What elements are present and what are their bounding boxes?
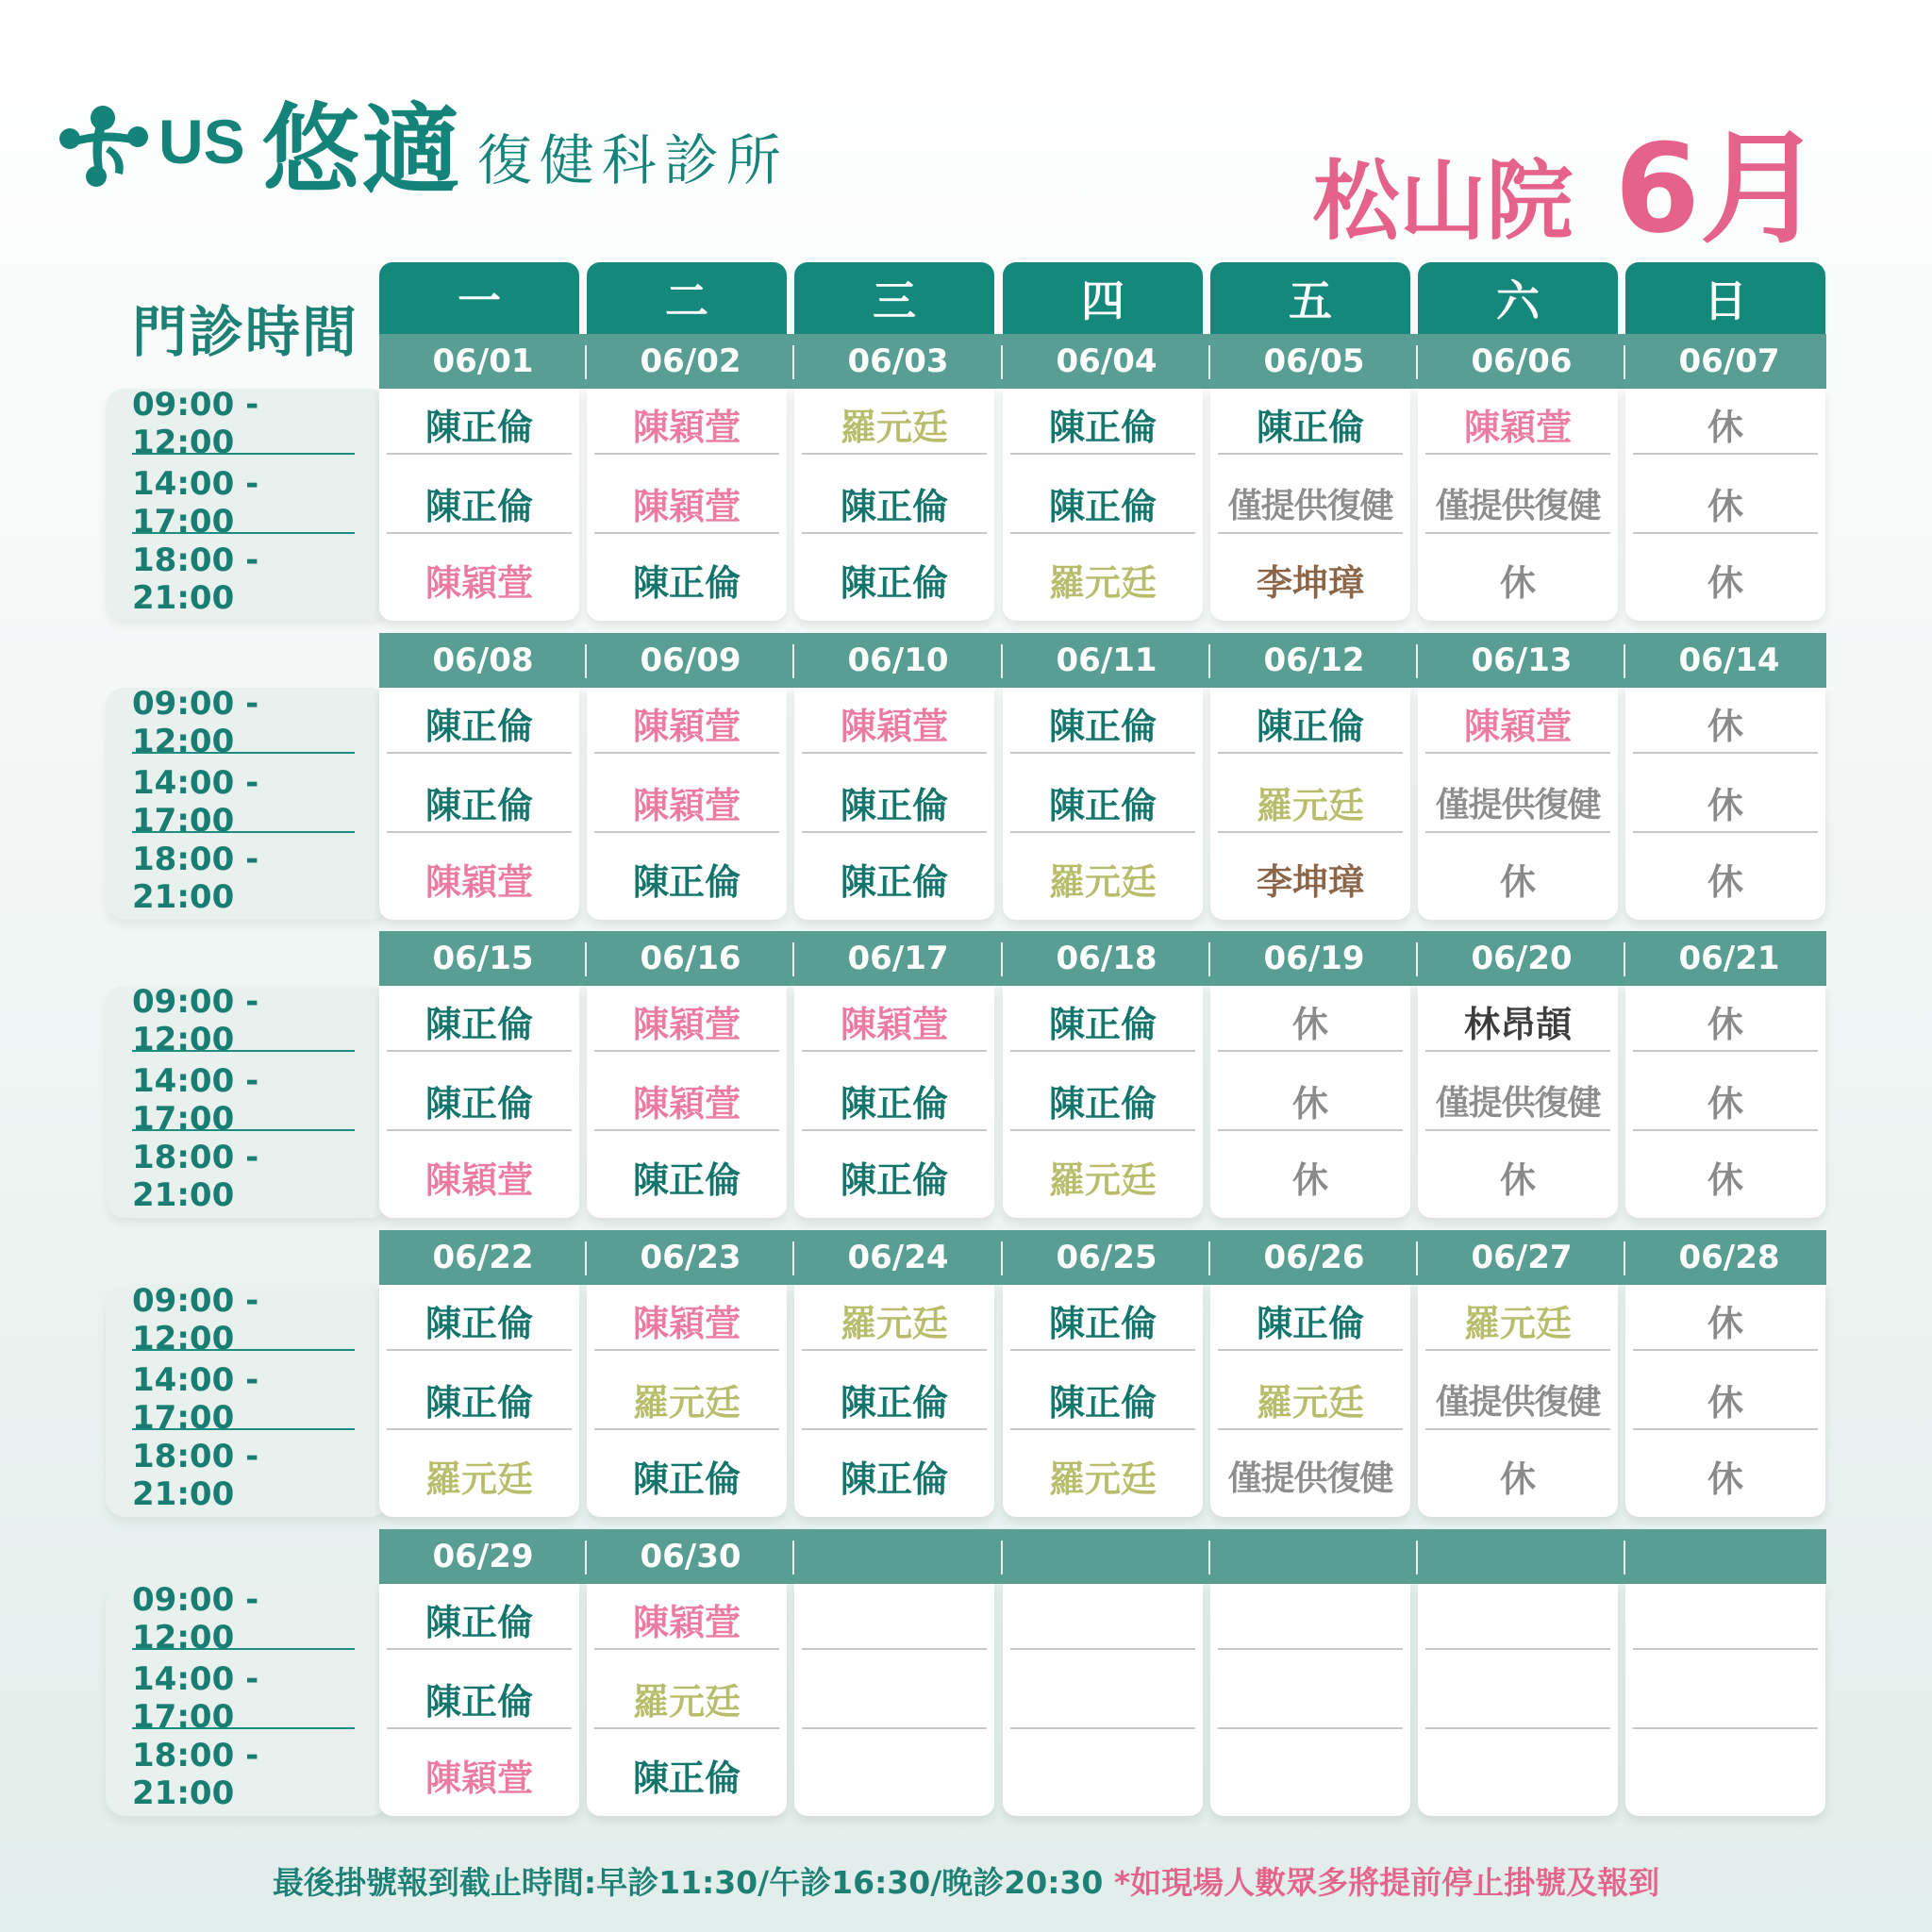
day-schedule-card bbox=[1625, 688, 1825, 920]
doctor-slot: 陳正倫 bbox=[802, 1370, 987, 1430]
closed-slot: 休 bbox=[1633, 773, 1818, 833]
date-separator bbox=[1208, 1241, 1210, 1275]
doctor-slot: 陳正倫 bbox=[1010, 1370, 1195, 1430]
date-label: 06/28 bbox=[1678, 1239, 1780, 1276]
doctor-slot: 陳穎萱 bbox=[425, 1757, 533, 1799]
closed-slot: 休 bbox=[1499, 1158, 1536, 1201]
closed-slot: 休 bbox=[1707, 1158, 1743, 1201]
date-label: 06/14 bbox=[1678, 641, 1780, 679]
day-schedule-card bbox=[1210, 1285, 1410, 1517]
date-label: 06/12 bbox=[1263, 641, 1365, 679]
weekday-header: 二 bbox=[587, 262, 787, 334]
date-label: 06/15 bbox=[432, 940, 534, 977]
time-slot-label: 14:00 - 17:00 bbox=[132, 1370, 355, 1430]
branch-name: 松山院 bbox=[1312, 151, 1574, 252]
doctor-slot: 陳正倫 bbox=[632, 1158, 741, 1201]
date-label: 06/17 bbox=[847, 940, 949, 977]
date-label bbox=[1003, 1529, 1210, 1584]
day-schedule-card bbox=[587, 1285, 787, 1517]
date-separator bbox=[1001, 345, 1003, 379]
day-schedule-card bbox=[1003, 688, 1203, 920]
date-separator bbox=[1624, 942, 1625, 976]
time-slot-label: 09:00 - 12:00 bbox=[132, 394, 355, 455]
closed-slot: 休 bbox=[1218, 1071, 1403, 1131]
closed-slot: 休 bbox=[1633, 991, 1818, 1052]
doctor-slot: 陳穎萱 bbox=[425, 561, 533, 604]
registration-cutoff-text: 最後掛號報到截止時間:早診11:30/午診16:30/晚診20:30 bbox=[272, 1864, 1104, 1901]
date-separator bbox=[792, 644, 794, 678]
day-schedule-card bbox=[1210, 688, 1410, 920]
doctor-slot: 陳穎萱 bbox=[425, 860, 533, 903]
doctor-slot: 陳穎萱 bbox=[1425, 394, 1610, 455]
doctor-slot bbox=[802, 1669, 987, 1729]
closed-slot: 休 bbox=[1499, 860, 1536, 903]
time-slot-label: 14:00 - 17:00 bbox=[132, 1669, 355, 1729]
date-label: 06/09 bbox=[640, 641, 741, 679]
doctor-slot: 陳正倫 bbox=[1010, 693, 1195, 754]
date-label bbox=[1418, 1529, 1625, 1584]
doctor-slot: 陳正倫 bbox=[802, 474, 987, 534]
day-schedule-card bbox=[1625, 1285, 1825, 1517]
doctor-slot: 陳正倫 bbox=[840, 860, 948, 903]
doctor-slot: 陳正倫 bbox=[1010, 1291, 1195, 1351]
closed-slot: 休 bbox=[1499, 561, 1536, 604]
day-schedule-card bbox=[1418, 1584, 1618, 1816]
day-schedule-card bbox=[1210, 1584, 1410, 1816]
time-slot-label: 09:00 - 12:00 bbox=[132, 693, 355, 754]
closed-slot: 休 bbox=[1633, 693, 1818, 754]
date-separator bbox=[1624, 1241, 1625, 1275]
date-label: 06/03 bbox=[847, 342, 949, 380]
doctor-slot: 陳正倫 bbox=[632, 561, 741, 604]
date-separator bbox=[585, 345, 587, 379]
time-slot-card bbox=[106, 386, 389, 621]
doctor-slot: 陳穎萱 bbox=[594, 1071, 779, 1131]
date-label: 06/01 bbox=[432, 342, 534, 380]
date-label: 06/21 bbox=[1678, 940, 1780, 977]
doctor-slot bbox=[1425, 1590, 1610, 1650]
day-schedule-card bbox=[379, 986, 579, 1218]
day-schedule-card bbox=[1003, 986, 1203, 1218]
date-label: 06/06 bbox=[1471, 342, 1573, 380]
doctor-slot: 陳正倫 bbox=[387, 773, 572, 833]
doctor-slot: 陳正倫 bbox=[387, 693, 572, 754]
doctor-slot bbox=[1218, 1590, 1403, 1650]
day-schedule-card bbox=[1003, 389, 1203, 621]
day-schedule-card bbox=[794, 389, 994, 621]
closed-slot: 休 bbox=[1707, 860, 1743, 903]
rehab-only-slot: 僅提供復健 bbox=[1425, 773, 1610, 833]
doctor-slot: 陳正倫 bbox=[387, 1590, 572, 1650]
doctor-slot: 陳正倫 bbox=[1010, 991, 1195, 1052]
weekday-header: 五 bbox=[1210, 262, 1410, 334]
doctor-slot: 陳正倫 bbox=[387, 991, 572, 1052]
weekday-header: 六 bbox=[1418, 262, 1618, 334]
rehab-only-slot: 僅提供復健 bbox=[1425, 474, 1610, 534]
day-schedule-card bbox=[379, 688, 579, 920]
date-separator bbox=[1416, 345, 1418, 379]
doctor-slot: 羅元廷 bbox=[594, 1669, 779, 1729]
time-slot-label: 14:00 - 17:00 bbox=[132, 773, 355, 833]
time-slot-label: 09:00 - 12:00 bbox=[132, 1590, 355, 1650]
doctor-slot: 林昂頡 bbox=[1425, 991, 1610, 1052]
date-label: 06/27 bbox=[1471, 1239, 1573, 1276]
doctor-slot: 陳正倫 bbox=[840, 1158, 948, 1201]
clinic-hours-title: 門診時間 bbox=[132, 300, 359, 364]
date-label: 06/25 bbox=[1056, 1239, 1158, 1276]
date-label: 06/16 bbox=[640, 940, 741, 977]
doctor-slot: 陳穎萱 bbox=[594, 394, 779, 455]
date-separator bbox=[1208, 1541, 1210, 1574]
day-schedule-card bbox=[794, 1285, 994, 1517]
rehab-only-slot: 僅提供復健 bbox=[1227, 1458, 1393, 1498]
doctor-slot: 陳穎萱 bbox=[1425, 693, 1610, 754]
doctor-slot: 陳正倫 bbox=[387, 1669, 572, 1729]
closed-slot: 休 bbox=[1633, 1071, 1818, 1131]
date-label: 06/02 bbox=[640, 342, 741, 380]
date-separator bbox=[792, 1241, 794, 1275]
doctor-slot: 陳正倫 bbox=[1010, 474, 1195, 534]
time-slot-label: 18:00 - 21:00 bbox=[132, 1438, 259, 1513]
doctor-slot: 陳穎萱 bbox=[594, 1291, 779, 1351]
doctor-slot bbox=[1633, 1669, 1818, 1729]
day-schedule-card bbox=[379, 389, 579, 621]
doctor-slot: 陳正倫 bbox=[632, 1757, 741, 1799]
doctor-slot: 李坤璋 bbox=[1256, 860, 1364, 903]
doctor-slot: 羅元廷 bbox=[1218, 773, 1403, 833]
doctor-slot: 陳穎萱 bbox=[594, 474, 779, 534]
date-separator bbox=[1624, 345, 1625, 379]
date-label: 06/08 bbox=[432, 641, 534, 679]
day-schedule-card bbox=[794, 1584, 994, 1816]
day-schedule-card bbox=[794, 986, 994, 1218]
time-slot-label: 18:00 - 21:00 bbox=[132, 541, 259, 617]
clinic-logo bbox=[51, 80, 789, 208]
rehab-only-slot: 僅提供復健 bbox=[1425, 1370, 1610, 1430]
doctor-slot: 羅元廷 bbox=[802, 1291, 987, 1351]
logo-us-text: US bbox=[158, 107, 245, 176]
doctor-slot: 羅元廷 bbox=[1048, 1158, 1157, 1201]
doctor-slot: 羅元廷 bbox=[1218, 1370, 1403, 1430]
date-label: 06/05 bbox=[1263, 342, 1365, 380]
doctor-slot: 羅元廷 bbox=[594, 1370, 779, 1430]
doctor-slot: 陳穎萱 bbox=[802, 991, 987, 1052]
doctor-slot: 羅元廷 bbox=[1048, 860, 1157, 903]
date-separator bbox=[1416, 644, 1418, 678]
day-schedule-card bbox=[1003, 1584, 1203, 1816]
date-separator bbox=[1208, 644, 1210, 678]
doctor-slot: 陳正倫 bbox=[632, 860, 741, 903]
time-slot-label: 09:00 - 12:00 bbox=[132, 1291, 355, 1351]
doctor-slot: 陳正倫 bbox=[1010, 394, 1195, 455]
date-separator bbox=[585, 1241, 587, 1275]
doctor-slot: 陳正倫 bbox=[1010, 773, 1195, 833]
date-separator bbox=[1416, 942, 1418, 976]
doctor-slot bbox=[1633, 1590, 1818, 1650]
week-date-band bbox=[379, 1529, 1826, 1584]
doctor-slot: 陳正倫 bbox=[840, 1457, 948, 1500]
doctor-slot: 陳正倫 bbox=[802, 1071, 987, 1131]
date-label: 06/10 bbox=[847, 641, 949, 679]
closed-slot: 休 bbox=[1633, 394, 1818, 455]
date-separator bbox=[1416, 1541, 1418, 1574]
closed-slot: 休 bbox=[1707, 561, 1743, 604]
date-label: 06/19 bbox=[1263, 940, 1365, 977]
date-label: 06/30 bbox=[640, 1538, 741, 1575]
day-schedule-card bbox=[1418, 688, 1618, 920]
day-schedule-card bbox=[379, 1285, 579, 1517]
day-schedule-card bbox=[587, 688, 787, 920]
doctor-slot bbox=[1010, 1590, 1195, 1650]
day-schedule-card bbox=[587, 986, 787, 1218]
doctor-slot: 羅元廷 bbox=[802, 394, 987, 455]
doctor-slot: 陳穎萱 bbox=[594, 773, 779, 833]
doctor-slot: 李坤璋 bbox=[1256, 561, 1364, 604]
day-schedule-card bbox=[1418, 389, 1618, 621]
doctor-slot bbox=[802, 1590, 987, 1650]
schedule-month: 6月 bbox=[1614, 117, 1823, 260]
date-label: 06/29 bbox=[432, 1538, 534, 1575]
weekday-header: 四 bbox=[1003, 262, 1203, 334]
closed-slot: 休 bbox=[1633, 1291, 1818, 1351]
date-label: 06/11 bbox=[1056, 641, 1158, 679]
doctor-slot: 羅元廷 bbox=[425, 1457, 533, 1500]
doctor-slot: 陳穎萱 bbox=[802, 693, 987, 754]
rehab-only-slot: 僅提供復健 bbox=[1425, 1071, 1610, 1131]
time-slot-card bbox=[106, 983, 389, 1218]
weekday-header: 日 bbox=[1625, 262, 1825, 334]
weekday-header: 一 bbox=[379, 262, 579, 334]
day-schedule-card bbox=[1418, 986, 1618, 1218]
date-separator bbox=[792, 942, 794, 976]
doctor-slot: 陳正倫 bbox=[632, 1457, 741, 1500]
time-slot-label: 14:00 - 17:00 bbox=[132, 1071, 355, 1131]
date-separator bbox=[1208, 942, 1210, 976]
doctor-slot bbox=[802, 1744, 987, 1805]
date-separator bbox=[1208, 345, 1210, 379]
date-label: 06/07 bbox=[1678, 342, 1780, 380]
day-schedule-card bbox=[1003, 1285, 1203, 1517]
rehab-only-slot: 僅提供復健 bbox=[1218, 474, 1403, 534]
day-schedule-card bbox=[1210, 986, 1410, 1218]
date-separator bbox=[1624, 1541, 1625, 1574]
doctor-slot: 陳正倫 bbox=[1218, 394, 1403, 455]
doctor-slot: 陳正倫 bbox=[387, 1291, 572, 1351]
time-slot-card bbox=[106, 1581, 389, 1816]
doctor-slot: 陳正倫 bbox=[387, 1370, 572, 1430]
doctor-slot: 陳正倫 bbox=[387, 394, 572, 455]
closed-slot: 休 bbox=[1633, 1370, 1818, 1430]
doctor-slot bbox=[1633, 1744, 1818, 1805]
date-separator bbox=[585, 1541, 587, 1574]
date-separator bbox=[792, 345, 794, 379]
registration-footer bbox=[0, 1858, 1932, 1903]
day-schedule-card bbox=[587, 1584, 787, 1816]
doctor-slot: 陳穎萱 bbox=[594, 1590, 779, 1650]
logo-subtitle: 復健科診所 bbox=[476, 128, 789, 192]
time-slot-label: 18:00 - 21:00 bbox=[132, 1737, 259, 1812]
day-schedule-card bbox=[1210, 389, 1410, 621]
day-schedule-card bbox=[1625, 1584, 1825, 1816]
closed-slot: 休 bbox=[1707, 1457, 1743, 1500]
closed-slot: 休 bbox=[1291, 1158, 1328, 1201]
day-schedule-card bbox=[379, 1584, 579, 1816]
closed-slot: 休 bbox=[1633, 474, 1818, 534]
time-slot-card bbox=[106, 685, 389, 920]
doctor-slot bbox=[1425, 1669, 1610, 1729]
date-separator bbox=[1001, 644, 1003, 678]
weekday-header: 三 bbox=[794, 262, 994, 334]
doctor-slot: 陳正倫 bbox=[1010, 1071, 1195, 1131]
date-label: 06/23 bbox=[640, 1239, 741, 1276]
time-slot-label: 14:00 - 17:00 bbox=[132, 474, 355, 534]
date-label bbox=[1625, 1529, 1833, 1584]
date-separator bbox=[1624, 644, 1625, 678]
doctor-slot: 陳正倫 bbox=[387, 1071, 572, 1131]
date-separator bbox=[1001, 1541, 1003, 1574]
doctor-slot: 陳正倫 bbox=[387, 474, 572, 534]
time-slot-card bbox=[106, 1282, 389, 1517]
doctor-slot: 陳正倫 bbox=[802, 773, 987, 833]
logo-clinic-name: 悠適 bbox=[261, 92, 462, 208]
date-separator bbox=[1416, 1241, 1418, 1275]
time-slot-label: 18:00 - 21:00 bbox=[132, 841, 259, 916]
week-date-band bbox=[379, 633, 1826, 688]
date-separator bbox=[1001, 1241, 1003, 1275]
week-date-band bbox=[379, 334, 1826, 389]
closed-slot: 休 bbox=[1218, 991, 1403, 1052]
week-date-band bbox=[379, 931, 1826, 986]
closed-slot: 休 bbox=[1499, 1457, 1536, 1500]
date-label bbox=[1210, 1529, 1418, 1584]
date-label: 06/20 bbox=[1471, 940, 1573, 977]
date-label: 06/04 bbox=[1056, 342, 1158, 380]
date-label bbox=[794, 1529, 1002, 1584]
doctor-slot bbox=[1010, 1744, 1195, 1805]
doctor-slot bbox=[1218, 1669, 1403, 1729]
doctor-slot: 陳穎萱 bbox=[594, 991, 779, 1052]
date-separator bbox=[585, 644, 587, 678]
date-label: 06/22 bbox=[432, 1239, 534, 1276]
date-label: 06/18 bbox=[1056, 940, 1158, 977]
date-label: 06/13 bbox=[1471, 641, 1573, 679]
doctor-slot: 羅元廷 bbox=[1425, 1291, 1610, 1351]
doctor-slot: 陳穎萱 bbox=[594, 693, 779, 754]
doctor-slot: 陳正倫 bbox=[840, 561, 948, 604]
doctor-slot: 陳穎萱 bbox=[425, 1158, 533, 1201]
doctor-slot: 陳正倫 bbox=[1218, 693, 1403, 754]
doctor-slot bbox=[1010, 1669, 1195, 1729]
branch-heading bbox=[1313, 91, 1823, 267]
day-schedule-card bbox=[1625, 389, 1825, 621]
date-separator bbox=[792, 1541, 794, 1574]
doctor-slot bbox=[1425, 1744, 1610, 1805]
day-schedule-card bbox=[1418, 1285, 1618, 1517]
doctor-slot bbox=[1218, 1744, 1403, 1805]
time-slot-label: 18:00 - 21:00 bbox=[132, 1139, 259, 1214]
doctor-slot: 陳正倫 bbox=[1218, 1291, 1403, 1351]
registration-notice-text: *如現場人數眾多將提前停止掛號及報到 bbox=[1113, 1864, 1660, 1901]
day-schedule-card bbox=[1625, 986, 1825, 1218]
clinic-logo-icon bbox=[51, 90, 155, 193]
day-schedule-card bbox=[794, 688, 994, 920]
date-label: 06/24 bbox=[847, 1239, 949, 1276]
date-label: 06/26 bbox=[1263, 1239, 1365, 1276]
date-separator bbox=[585, 942, 587, 976]
day-schedule-card bbox=[587, 389, 787, 621]
week-date-band bbox=[379, 1230, 1826, 1285]
time-slot-label: 09:00 - 12:00 bbox=[132, 991, 355, 1052]
date-separator bbox=[1001, 942, 1003, 976]
doctor-slot: 羅元廷 bbox=[1048, 561, 1157, 604]
doctor-slot: 羅元廷 bbox=[1048, 1457, 1157, 1500]
